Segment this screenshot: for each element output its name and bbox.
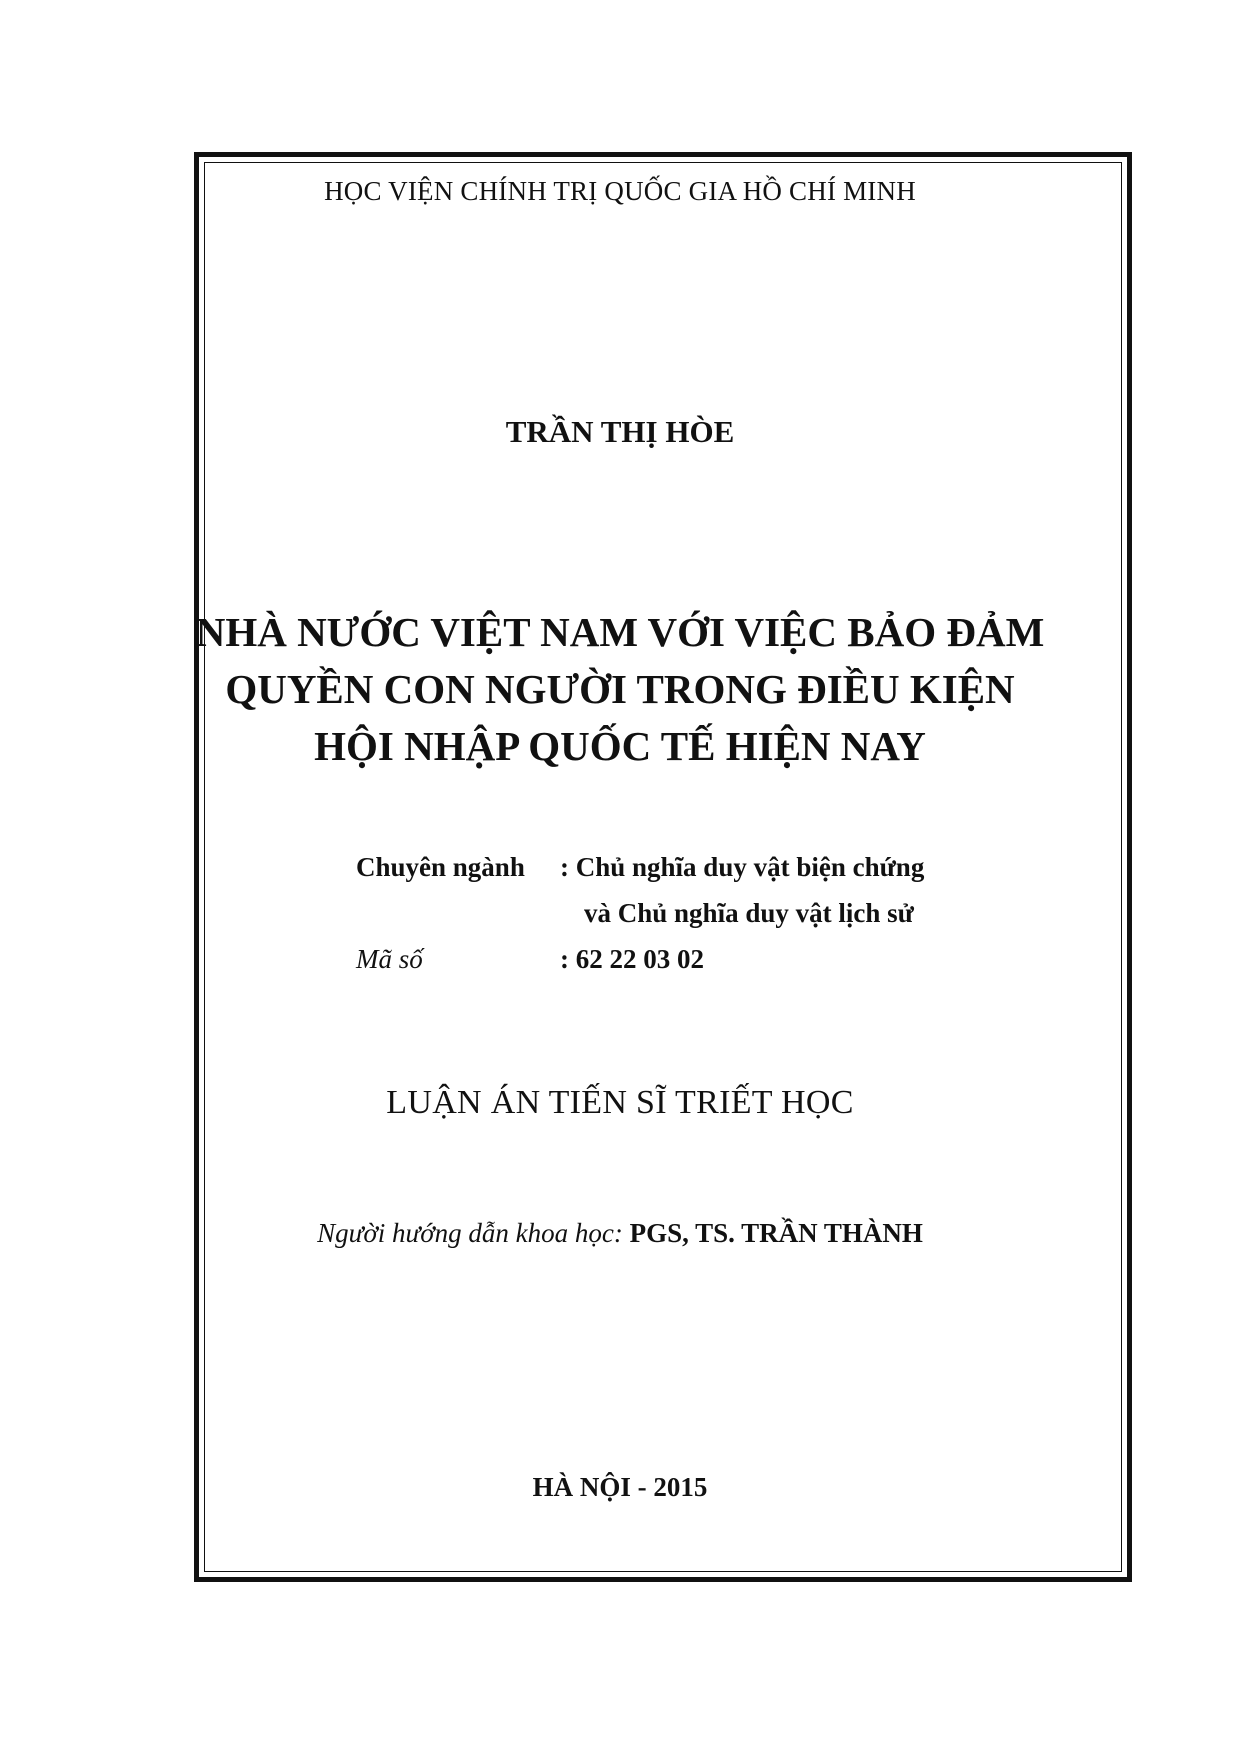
code-label: Mã số [356, 944, 423, 974]
author-name: TRẦN THỊ HÒE [505, 414, 735, 449]
code-value: : 62 22 03 02 [560, 944, 704, 974]
supervisor-name: PGS, TS. TRẦN THÀNH [629, 1218, 923, 1248]
degree-title: LUẬN ÁN TIẾN SĨ TRIẾT HỌC [386, 1084, 854, 1121]
thesis-title-line: QUYỀN CON NGƯỜI TRONG ĐIỀU KIỆN [225, 666, 1015, 712]
thesis-title [0, 604, 1240, 775]
thesis-title-line: NHÀ NƯỚC VIỆT NAM VỚI VIỆC BẢO ĐẢM [195, 609, 1045, 655]
supervisor-label: Người hướng dẫn khoa học: [317, 1218, 623, 1248]
specialization-label: Chuyên ngành [356, 852, 525, 882]
supervisor-line [0, 1218, 1240, 1249]
thesis-title-line: HỘI NHẬP QUỐC TẾ HIỆN NAY [314, 723, 926, 769]
place-and-year: HÀ NỘI - 2015 [532, 1472, 708, 1502]
institution-name: HỌC VIỆN CHÍNH TRỊ QUỐC GIA HỒ CHÍ MINH [324, 176, 916, 206]
specialization-value-line1: : Chủ nghĩa duy vật biện chứng [560, 852, 925, 882]
specialization-value-line2: và Chủ nghĩa duy vật lịch sử [584, 898, 914, 928]
